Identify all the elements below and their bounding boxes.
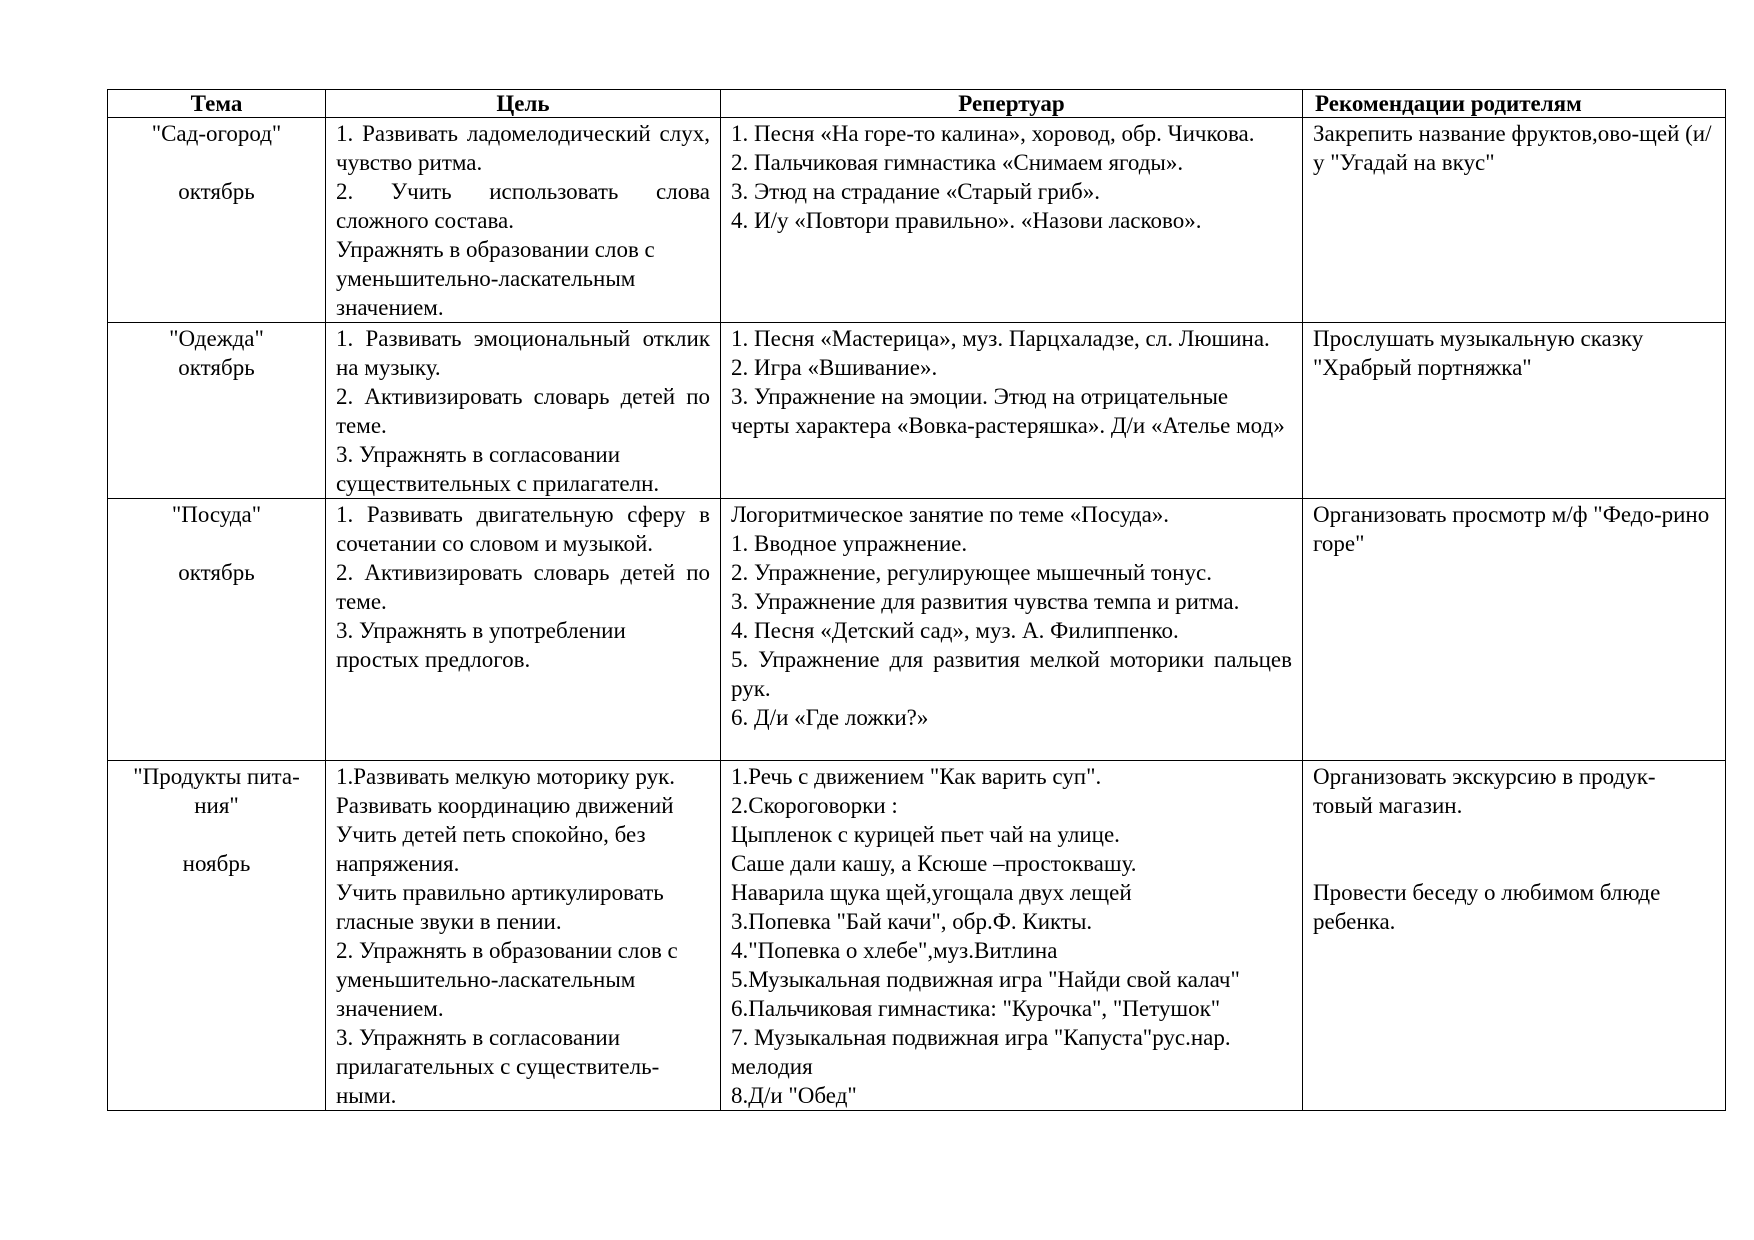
topic-title: "Продукты пита-ния": [133, 764, 300, 818]
goal-cell: [326, 118, 721, 323]
repertoire-item: 5.Музыкальная подвижная игра "Найди свой калач": [731, 967, 1240, 992]
repertoire-cell: [721, 761, 1303, 1111]
recommendations-cell: [1303, 499, 1726, 761]
topic-title: "Сад-огород": [151, 121, 282, 146]
repertoire-cell: [721, 499, 1303, 761]
goal-cell: [326, 323, 721, 499]
goal-item: 2. Активизировать словарь детей по теме.: [336, 560, 710, 614]
goal-item: 1. Развивать ладомелодический слух, чувство ритма.: [336, 121, 710, 175]
repertoire-item: 4. Песня «Детский сад», муз. А. Филиппенко.: [731, 618, 1179, 643]
repertoire-item: Цыпленок с курицей пьет чай на улице.: [731, 822, 1120, 847]
topic-cell: [108, 761, 326, 1111]
table-row: [108, 323, 1726, 499]
repertoire-item: 6.Пальчиковая гимнастика: "Курочка", "Петушок": [731, 996, 1221, 1021]
goal-item: Учить детей петь спокойно, без напряжения.: [336, 822, 646, 876]
goal-cell: [326, 761, 721, 1111]
repertoire-item: 3. Упражнение на эмоции. Этюд на отрицательные черты характера «Вовка-растеряшка». Д/и «Ателье мод»: [731, 384, 1285, 438]
repertoire-item: Логоритмическое занятие по теме «Посуда».: [731, 502, 1170, 527]
goal-item: 1.Развивать мелкую моторику рук.: [336, 764, 676, 789]
repertoire-item: 3. Этюд на страдание «Старый гриб».: [731, 179, 1100, 204]
repertoire-cell: [721, 118, 1303, 323]
topic-cell: [108, 323, 326, 499]
topic-month: октябрь: [178, 560, 255, 585]
repertoire-item: 4."Попевка о хлебе",муз.Витлина: [731, 938, 1058, 963]
recommendations-cell: [1303, 118, 1726, 323]
repertoire-item: Наварила щука щей,угощала двух лещей: [731, 880, 1132, 905]
goal-item: 1. Развивать эмоциональный отклик на музыку.: [336, 326, 710, 380]
goal-item: 3. Упражнять в употреблении простых предлогов.: [336, 618, 626, 672]
header-row: [108, 90, 1726, 118]
repertoire-item: 2. Игра «Вшивание».: [731, 355, 938, 380]
lesson-plan-table: [107, 89, 1726, 1111]
table-row: [108, 118, 1726, 323]
topic-cell: [108, 499, 326, 761]
goal-item: Учить правильно артикулировать гласные звуки в пении.: [336, 880, 664, 934]
recommendation-item: Провести беседу о любимом блюде ребенка.: [1313, 880, 1661, 934]
recommendations-cell: [1303, 323, 1726, 499]
topic-cell: [108, 118, 326, 323]
repertoire-item: 4. И/у «Повтори правильно». «Назови ласково».: [731, 208, 1202, 233]
recommendation-item: Закрепить название фруктов,ово-щей (и/у "Угадай на вкус": [1313, 121, 1712, 175]
goal-item: 3. Упражнять в согласовании существительных с прилагателн.: [336, 442, 660, 496]
topic-month: октябрь: [178, 179, 255, 204]
repertoire-cell: [721, 323, 1303, 499]
repertoire-item: 1. Песня «На горе-то калина», хоровод, обр. Чичкова.: [731, 121, 1255, 146]
repertoire-item: 3.Попевка "Бай качи", обр.Ф. Кикты.: [731, 909, 1093, 934]
repertoire-item: 2. Упражнение, регулирующее мышечный тонус.: [731, 560, 1212, 585]
repertoire-item: 5. Упражнение для развития мелкой моторики пальцев рук.: [731, 647, 1292, 701]
goal-item: Развивать координацию движений: [336, 793, 674, 818]
goal-item: Упражнять в образовании слов с уменьшительно-ласкательным значением.: [336, 237, 655, 320]
header-repertoire: Репертуар: [721, 90, 1303, 118]
topic-month: ноябрь: [182, 851, 251, 876]
goal-item: 2. Активизировать словарь детей по теме.: [336, 384, 710, 438]
repertoire-item: 2. Пальчиковая гимнастика «Снимаем ягоды».: [731, 150, 1184, 175]
recommendations-cell: [1303, 761, 1726, 1111]
goal-item: 1. Развивать двигательную сферу в сочетании со словом и музыкой.: [336, 502, 710, 556]
topic-month: октябрь: [178, 355, 255, 380]
repertoire-item: 1.Речь с движением "Как варить суп".: [731, 764, 1102, 789]
repertoire-item: 1. Вводное упражнение.: [731, 531, 968, 556]
repertoire-item: 6. Д/и «Где ложки?»: [731, 705, 929, 730]
goal-cell: [326, 499, 721, 761]
table-row: [108, 499, 1726, 761]
header-topic: Тема: [108, 90, 326, 118]
repertoire-item: 3. Упражнение для развития чувства темпа и ритма.: [731, 589, 1240, 614]
goal-item: 2. Учить использовать слова сложного состава.: [336, 179, 710, 233]
header-goal: Цель: [326, 90, 721, 118]
repertoire-item: 7. Музыкальная подвижная игра "Капуста"рус.нар. мелодия: [731, 1025, 1231, 1079]
table-row: [108, 761, 1726, 1111]
topic-title: "Посуда": [171, 502, 262, 527]
repertoire-item: 1. Песня «Мастерица», муз. Парцхаладзе, сл. Люшина.: [731, 326, 1270, 351]
repertoire-item: Саше дали кашу, а Ксюше –простоквашу.: [731, 851, 1137, 876]
recommendation-item: Организовать просмотр м/ф "Федо-рино горе": [1313, 502, 1710, 556]
header-recommendations: Рекомендации родителям: [1303, 90, 1726, 118]
repertoire-item: 8.Д/и "Обед": [731, 1083, 857, 1108]
goal-item: 2. Упражнять в образовании слов с уменьшительно-ласкательным значением.: [336, 938, 678, 1021]
repertoire-item: 2.Скороговорки :: [731, 793, 898, 818]
recommendation-item: Прослушать музыкальную сказку "Храбрый портняжка": [1313, 326, 1644, 380]
recommendation-item: Организовать экскурсию в продук-товый магазин.: [1313, 764, 1656, 818]
topic-title: "Одежда": [169, 326, 264, 351]
goal-item: 3. Упражнять в согласовании прилагательных с существитель-ными.: [336, 1025, 660, 1108]
